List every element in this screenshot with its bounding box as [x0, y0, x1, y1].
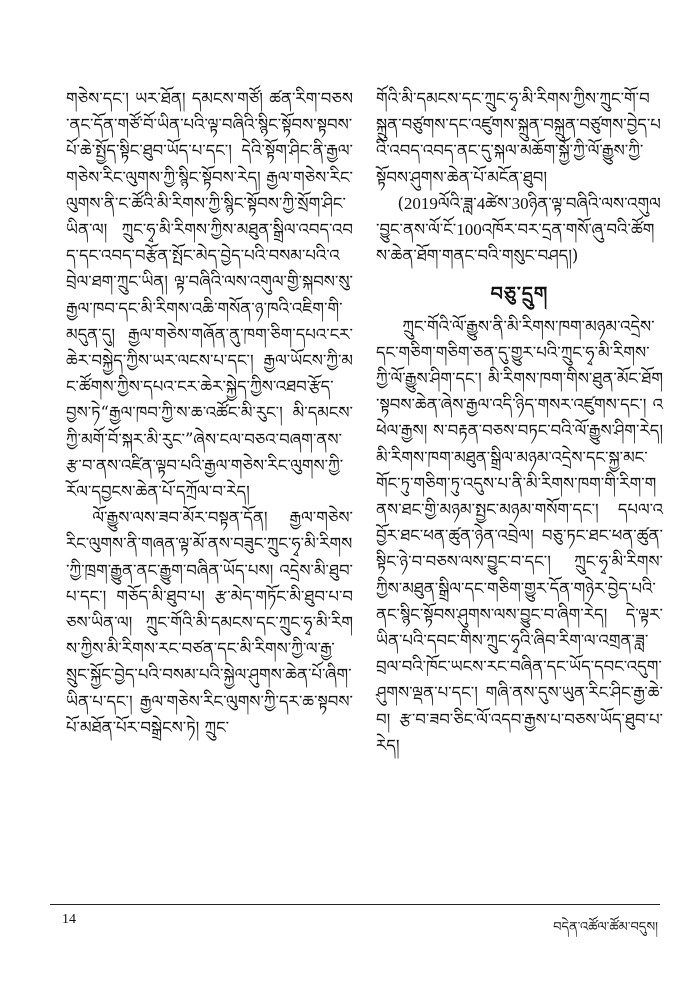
annotation-number: 100 [456, 220, 482, 240]
annotation-text-1: ལོའི་ཟླ་ [437, 193, 477, 213]
annotation-month: 4 [476, 193, 486, 213]
page-number: 14 [62, 912, 76, 927]
source-annotation: (2019ལོའི་ཟླ་4ཚེས་30ཉིན་ལྟ་བཞིའི་ལས་འགུལ་བྱུང་ནས་ལོ་ངོ་100འཁོར་བར་དྲན་གསོ་ཞུ་བའི་ཚོགས་ཆེན་ཐོག་གནང་བའི་གསུང་བཤད།) [376, 193, 661, 266]
annotation-year: 2019 [403, 193, 438, 213]
annotation-text-3: ཉིན་ལྟ་བཞིའི་ལས་འགུལ་བྱུང་ནས་ལོ་ངོ་ [376, 193, 661, 240]
left-column [66, 86, 353, 741]
right-column [376, 86, 663, 759]
right-paragraph-2: ཀྲུང་གོའི་ལོ་རྒྱུས་ནི་མི་རིགས་ཁག་མཉམ་འདྲེས་དང་གཅིག་གཅིག་ཅན་དུ་གྱུར་པའི་ཀྲུང་ཧྭ་མི་རིགས་ཀྱི་ལོ་རྒྱུས་ཤིག་དང་། མི་རིགས་ཁག་གིས་ཐུན་མོང་ཐོག་སྟབས་ཆེན་ཞེས་རྒྱལ་འདི་ཉིད་གསར་འཛུགས་དང་། འཕེལ་རྒྱས། ས་བརྟན་བཅས་བཏང་བའི་ལོ་རྒྱུས་ཤིག་རེད། མི་རིགས་ཁག་མཐུན་སྒྲིལ་མཉམ་འདྲེས་དང་སྐྱ་མང་གོང་ཏུ་གཅིག་ཏུ་འདུས་པ་ནི་མི་རིགས་ཁག་གི་རིག་གནས་ཐང་གྱི་མཉམ་སྤྱང་མཉམ་གསོག་དང་། དཔལ་འབྱོར་ཐང་ཕན་ཚུན་ཉེན་འབྲེལ། བཅུ་ཏང་ཐང་ཕན་ཚུན་སྟིང་ཉེ་བ་བཅས་ལས་བྱུང་བ་དང་། ཀྲུང་ཧྭ་མི་རིགས་ཀྱིས་མཐུན་སྒྲིལ་དང་གཅིག་གྱུར་དོན་གཉེར་བྱེད་པའི་ནང་སྙིང་སྟོབས་ཤུགས་ལས་བྱུང་བ་ཞིག་རེད། དེ་ལྟར་ཡིན་པའི་དབང་གིས་ཀྲུང་ཧྭའི་ཞིབ་རིག་ལ་འགྲན་ཟླ་བྲལ་བའི་ཁོང་ཡངས་རང་བཞིན་དང་ཡོད་དབང་འདུག་ཤུགས་ལྡན་པ་དང་། གཞི་ནས་དུས་ཡུན་རིང་ཤིང་རྒྱ་ཆེ་བ། རྩ་བ་ཟབ་ཅིང་ལོ་འདབ་རྒྱས་པ་བཅས་ཡོད་ཐུབ་པ་རེད། [376, 316, 663, 755]
annotation-day: 30 [511, 193, 529, 213]
footer-divider [50, 904, 660, 905]
left-paragraph-1: གཅེས་དང་། ཡར་ཐོན། དམངས་གཙོ། ཚན་རིག་བཅས་ནང་དོན་གཙོ་བོ་ཡིན་པའི་ལྟ་བཞིའི་སྙིང་སྟོབས་སྟབས་པོ་ཆེ་སྤྱོད་སྟིང་ཐུབ་ཡོད་པ་དང་། དེའི་སྟོག་ཤིང་ནི་རྒྱལ་གཅེས་རིང་ལུགས་ཀྱི་སྙིང་སྟོབས་རེད། རྒྱལ་གཅེས་རིང་ལུགས་ནི་ང་ཚོའི་མི་རིགས་ཀྱི་སྙིང་སྟོབས་ཀྱི་སྲོག་ཤིང་ཡིན་ལ། ཀྲུང་ཧྭ་མི་རིགས་ཀྱིས་མཐུན་སྒྲིལ་འབད་འབད་དང་འབད་བརྩོན་སྤོང་མེད་བྱེད་པའི་བསམ་པའི་འབྲེལ་ཐག་ཀྲུང་ཡིན། ལྟ་བཞིའི་ལས་འགུལ་གྱི་སྐབས་སུ་རྒྱལ་ཁབ་དང་མི་རིགས་འཆི་གསོན་ཉ་ཁའི་འཇིག་གི་མདུན་དུ། རྒྱལ་གཅེས་གཞོན་ནུ་ཁག་ཅིག་དཔའ་ངར་ཆེར་བསྐྱེད་ཀྱིས་ཡར་ལངས་པ་དང་། རྒྱལ་ཡོངས་ཀྱི་མང་ཚོགས་ཀྱིས་དཔའ་ངར་ཆེར་སྐྱེད་ཀྱིས་འཐབ་རྩོད་བྱས་ཏེ“རྒྱལ་ཁབ་ཀྱི་ས་ཆ་འཚོང་མི་རུང་། མི་དམངས་ཀྱི་མགོ་བོ་སྐར་མི་རུང་”ཞེས་ངལ་བཅའ་བཞག་ནས་རྩ་བ་ནས་འཛིན་ལྟབ་པའི་རྒྱལ་གཅེས་རིང་ལུགས་ཀྱི་རོལ་དབྱངས་ཆེན་པོ་དཀྲོལ་བ་རེད། [66, 89, 353, 502]
section-heading: བཅུ་དྲུག [490, 283, 549, 306]
annotation-text-2: ཚེས་ [485, 193, 512, 213]
left-paragraph-2: ལོ་རྒྱུས་ལས་ཟབ་མོར་བསྟན་དོན། རྒྱལ་གཅེས་རིང་ལུགས་ནི་གཞན་ལྟ་མོ་ནས་བཟུང་ཀྲུང་ཧྭ་མི་རིགས་ཀྱི་ཁྲག་རྒྱུན་ནང་རྒྱུག་བཞིན་ཡོད་པས། འདྲེས་མི་ཐུབ་པ་དང་། གཅོད་མི་ཐུབ་པ། རྩ་མེད་གཏོང་མི་ཐུབ་པ་བཅས་ཡིན་ལ། ཀྲུང་གོའི་མི་དམངས་དང་ཀྲུང་ཧྭ་མི་རིགས་ཀྱིས་མི་རིགས་རང་བཙན་དང་མི་རིགས་ཀྱི་ལ་རྒྱ་སྲུང་སྐྱོང་བྱེད་པའི་བསམ་པའི་སྐྱེལ་ཤུགས་ཆེན་པོ་ཞིག་ཡིན་པ་དང་། རྒྱལ་གཅེས་རིང་ལུགས་ཀྱི་དར་ཆ་སྟབས་པོ་མཐོན་པོར་བསྒྲེངས་ཏེ། ཀྲུང་ [66, 508, 353, 737]
journal-title: བདེན་འཚོལ་ཚོམ་བདུས། [553, 920, 658, 935]
right-paragraph-1: གོའི་མི་དམངས་དང་ཀྲུང་ཧྭ་མི་རིགས་ཀྱིས་ཀྲུང་གོ་བསྐྲུན་བཙུགས་དང་འཛུགས་སྐྲུན་བསྐྲུན་བཙུགས་བྱེད་པའི་འབད་འབད་ནང་དུ་སྐལ་མཆོག་སྐྱོ་ཀྱི་ལོ་རྒྱུས་ཀྱི་སྟོབས་ཤུགས་ཆེན་པོ་མངོན་ཐུབ། [376, 89, 661, 187]
annotation-text-4: འཁོར་བར་དྲན་གསོ་ཞུ་བའི་ཚོགས་ཆེན་ཐོག་གནང་བའི་གསུང་བཤད།) [376, 220, 655, 266]
